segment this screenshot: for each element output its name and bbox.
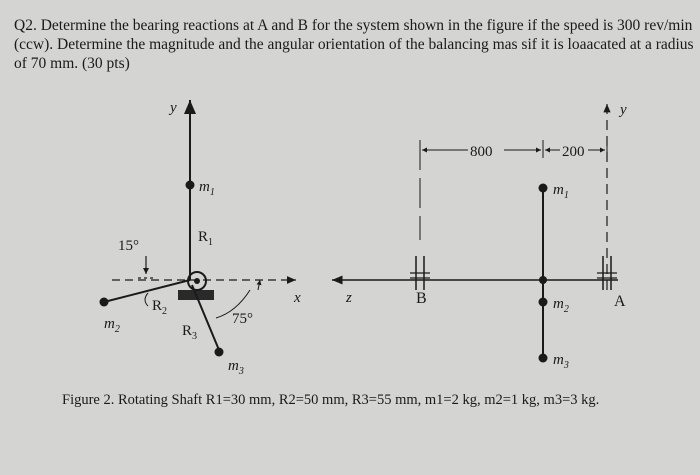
dim-800-label: 800	[470, 144, 493, 160]
shaft-center	[194, 278, 200, 284]
r2-angle-arc	[145, 293, 148, 306]
side-m1-mass	[539, 184, 548, 193]
side-y-label: y	[620, 102, 627, 118]
side-m2-label: $m_2$	[553, 296, 569, 315]
end-y-axis-label: y	[170, 100, 177, 116]
dim-200-label: 200	[562, 144, 585, 160]
side-hub	[539, 276, 547, 284]
r3-label: $R_3$	[182, 323, 198, 342]
end-x-axis-label: x	[294, 290, 301, 306]
figure-caption: Figure 2. Rotating Shaft R1=30 mm, R2=50 mm, R3=55 mm, m1=2 kg, m2=1 kg, m3=3 kg.	[62, 392, 600, 408]
side-z-label: z	[346, 290, 352, 306]
bearing-a-label: A	[614, 293, 626, 310]
r1-label: $R_1$	[198, 229, 214, 248]
side-m3-label: $m_3$	[553, 352, 569, 371]
figure-diagram	[0, 90, 700, 390]
end-m3-label: $m_3$	[228, 358, 244, 377]
r2-label: $R_2$	[152, 298, 168, 317]
bearing-b-label: B	[416, 290, 427, 307]
side-m1-label: $m_1$	[553, 182, 569, 201]
side-m3-mass	[539, 354, 548, 363]
angle-15-label: 15°	[118, 238, 139, 254]
end-m2-label: $m_2$	[104, 316, 120, 335]
angle-75-arrow	[258, 280, 260, 290]
side-m2-mass	[539, 298, 548, 307]
question-text: Q2. Determine the bearing reactions at A and B for the system shown in the figure if the speed is 300 rev/min (ccw). Determine the magnitude and the angular orientation of the balancing mas sif it is loaacated at a radius of 70 mm. (30 pts)	[14, 17, 694, 72]
end-m1-label: $m_1$	[199, 179, 215, 198]
end-view	[100, 100, 302, 377]
end-m2-mass	[100, 298, 109, 307]
end-m1-mass	[186, 181, 195, 190]
side-view	[332, 102, 627, 371]
angle-75-label: 75°	[232, 311, 253, 327]
end-m3-mass	[215, 348, 224, 357]
r2-arm	[104, 280, 190, 302]
